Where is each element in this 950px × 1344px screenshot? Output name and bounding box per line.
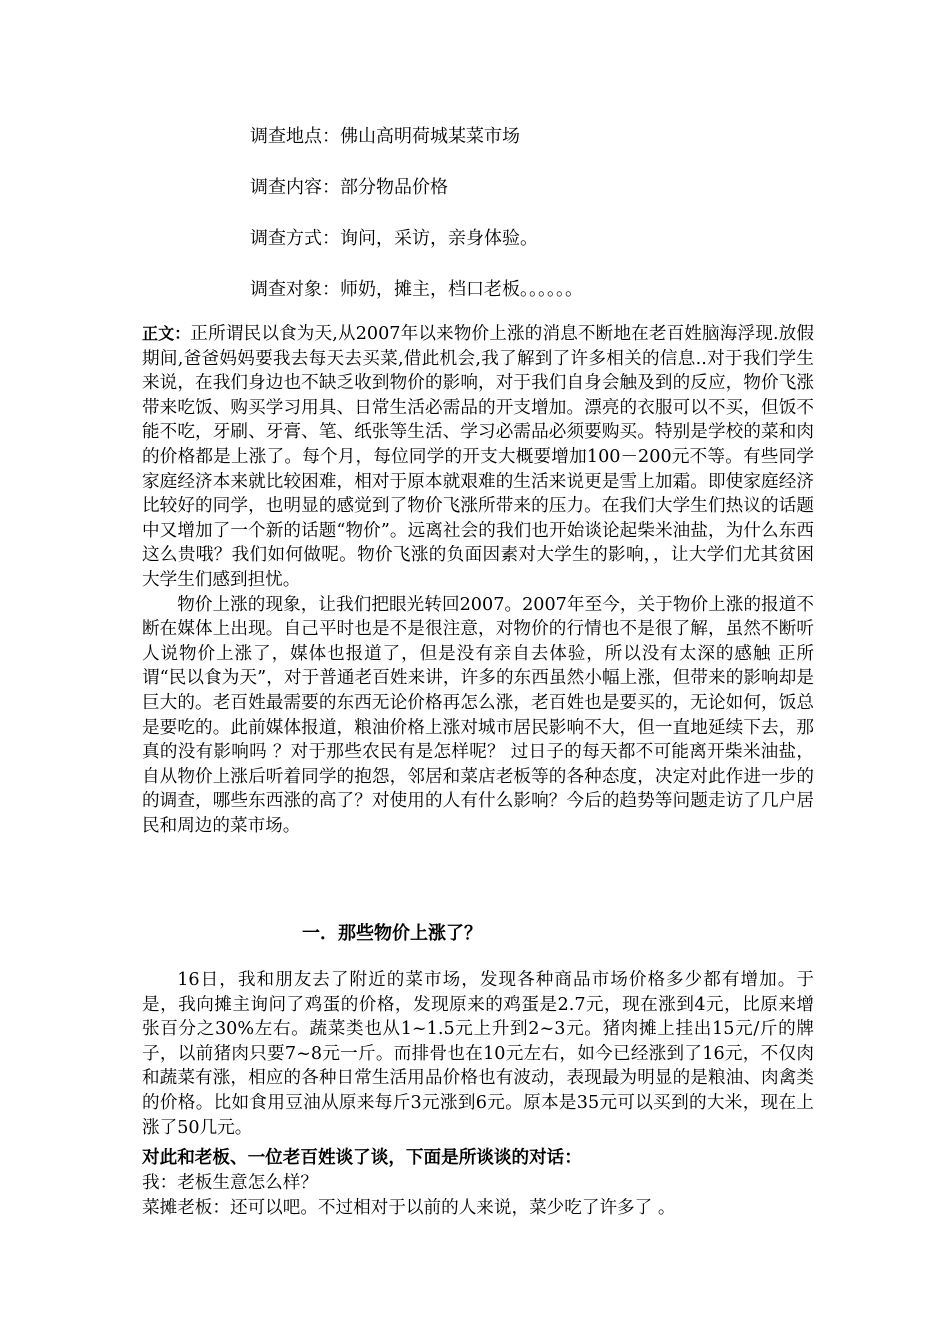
- survey-method: 调查方式：询问，采访，亲身体验。: [250, 228, 538, 249]
- section-paragraph-text: 16日，我和朋友去了附近的菜市场，发现各种商品市场价格多少都有增加。于是，我向摊主询问了鸡蛋的价格，发现原来的鸡蛋是2.7元，现在涨到4元，比原来增张百分之30%左右。蔬菜类也从1~1.5元上升到2~3元。猪肉摊上挂出15元/斤的牌子，以前猪肉只要7~8元一斤。而排骨也在10元左右，如今已经涨到了16元，不仅肉和蔬菜有涨，相应的各种日常生活用品价格也有波动，表现最为明显的是粮油、肉禽类的价格。比如食用豆油从原来每斤3元涨到6元。原本是35元可以买到的大米，现在上涨了50几元。: [142, 970, 814, 1138]
- dialog-intro: 对此和老板、一位老百姓谈了谈，下面是所谈谈的对话：: [142, 1147, 582, 1168]
- dialog-question-1: 我：老板生意怎么样？: [142, 1173, 318, 1193]
- section-heading: 一．那些物价上涨了？: [302, 923, 482, 944]
- body-paragraph-1-text: 正所谓民以食为天,从2007年以来物价上涨的消息不断地在老百姓脑海浮现.放假期间,爸爸妈妈要我去每天去买菜,借此机会,我了解到了许多相关的信息..对于我们学生来说，在我们身边也不缺乏收到物价的影响，对于我们自身会触及到的反应，物价飞涨带来吃饭、购买学习用具、日常生活必需品的开支增加。漂亮的衣服可以不买，但饭不能不吃，牙刷、牙膏、笔、纸张等生活、学习必需品必须要购买。特别是学校的菜和肉的价格都是上涨了。每个月，每位同学的开支大概要增加100－200元不等。有些同学家庭经济本来就比较困难，相对于原本就艰难的生活来说更是雪上加霜。即使家庭经济比较好的同学，也明显的感觉到了物价飞涨所带来的压力。在我们大学生们热议的话题中又增加了一个新的话题“物价”。远离社会的我们也开始谈论起柴米油盐，为什么东西这么贵哦？我们如何做呢。物价飞涨的负面因素对大学生的影响，，让大学们尤其贫困大学生们感到担忧。: [142, 324, 814, 590]
- body-paragraph-1: [142, 322, 814, 593]
- dialog-answer-1: 菜摊老板：还可以吧。不过相对于以前的人来说，菜少吃了许多了 。: [142, 1198, 676, 1218]
- survey-location: 调查地点：佛山高明荷城某菜市场: [250, 126, 520, 147]
- survey-subjects: 调查对象：师奶，摊主，档口老板。。。。。。: [250, 279, 583, 300]
- body-text: [142, 322, 814, 838]
- survey-content: 调查内容：部分物品价格: [250, 177, 448, 198]
- body-paragraph-2: 物价上涨的现象，让我们把眼光转回2007。2007年至今，关于物价上涨的报道不断在媒体上出现。自己平时也是不是很注意，对物价的行情也不是很了解，虽然不断听人说物价上涨了，媒体也报道了，但是没有亲自去体验，所以没有太深的感触 正所谓“民以食为天”，对于普通老百姓来讲，许多的东西虽然小幅上涨，但带来的影响却是巨大的。老百姓最需要的东西无论价格再怎么涨，老百姓也是要买的，无论如何，饭总是要吃的。此前媒体报道，粮油价格上涨对城市居民影响不大，但一直地延续下去，那真的没有影响吗 ？对于那些农民有是怎样呢？ 过日子的每天都不可能离开柴米油盐，自从物价上涨后听着同学的抱怨，邻居和菜店老板等的各种态度，决定对此作进一步的的调查，哪些东西涨的高了？对使用的人有什么影响？今后的趋势等问题走访了几户居民和周边的菜市场。: [142, 594, 814, 836]
- section-paragraph: [142, 968, 814, 1140]
- body-label: 正文：: [142, 324, 191, 343]
